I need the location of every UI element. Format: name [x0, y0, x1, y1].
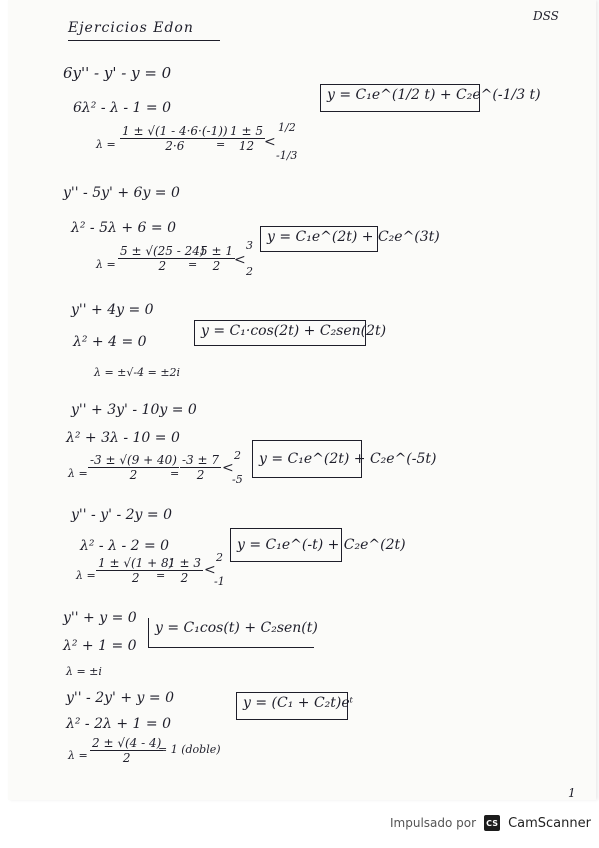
characteristic-5: λ² - λ - 2 = 0 — [80, 538, 170, 554]
camscanner-logo-icon: CS — [484, 815, 500, 831]
page-number: 1 — [568, 786, 576, 800]
root-numerator2-4: -3 ± 7 — [182, 453, 220, 467]
root-branch-5: < — [204, 562, 216, 578]
equation-1: 6y'' - y' - y = 0 — [63, 64, 172, 82]
root-numerator2-5: 1 ± 3 — [168, 556, 201, 570]
root-denominator2-4: 2 — [196, 468, 205, 482]
powered-by-label: Impulsado por — [390, 816, 477, 830]
root-fraction-simplified-4 — [180, 453, 221, 482]
characteristic-7: λ² - 2λ + 1 = 0 — [66, 716, 171, 732]
scanned-page — [8, 0, 596, 800]
page-title: Ejercicios Edon — [68, 20, 194, 36]
equation-6: y'' + y = 0 — [63, 610, 137, 626]
solution-box-1: y = C₁e^(1/2 t) + C₂e^(-1/3 t) — [320, 84, 480, 112]
roots-3: λ = ±√-4 = ±2i — [94, 366, 181, 379]
equation-7: y'' - 2y' + y = 0 — [66, 690, 174, 706]
root-prefix-7: λ = — [68, 749, 88, 762]
root-fraction-simplified-1 — [228, 124, 265, 153]
root-fraction-1 — [120, 124, 230, 153]
root-equals-1: = — [216, 138, 226, 151]
root-denominator-7: 2 — [122, 751, 131, 765]
root-numerator2-2: 5 ± 1 — [200, 244, 233, 258]
root-fraction-simplified-2 — [198, 244, 235, 273]
root-equals-2: = — [188, 258, 198, 271]
root-denominator-5: 2 — [131, 571, 140, 585]
corner-mark: DSS — [533, 9, 559, 23]
root-fraction-simplified-5 — [166, 556, 203, 585]
equation-5: y'' - y' - 2y = 0 — [71, 507, 172, 523]
root-a-4: 2 — [234, 449, 241, 462]
characteristic-3: λ² + 4 = 0 — [73, 334, 147, 350]
solution-box-7: y = (C₁ + C₂t)eᵗ — [236, 692, 348, 720]
solution-box-4: y = C₁e^(2t) + C₂e^(-5t) — [252, 440, 362, 478]
root-numerator-4: -3 ± √(9 + 40) — [90, 453, 177, 467]
characteristic-4: λ² + 3λ - 10 = 0 — [66, 430, 180, 446]
root-a-5: 2 — [216, 551, 223, 564]
root-prefix-4: λ = — [68, 467, 88, 480]
root-numerator2-1: 1 ± 5 — [230, 124, 263, 138]
root-denominator2-5: 2 — [180, 571, 189, 585]
root-numerator-1: 1 ± √(1 - 4·6·(-1)) — [122, 124, 228, 138]
root-b-5: -1 — [214, 575, 225, 588]
roots-6: λ = ±i — [66, 665, 102, 678]
root-branch-1: < — [264, 134, 276, 150]
root-equals-4: = — [170, 467, 180, 480]
root-denominator-1: 2·6 — [165, 139, 185, 153]
characteristic-1: 6λ² - λ - 1 = 0 — [73, 100, 171, 116]
solution-box-5: y = C₁e^(-t) + C₂e^(2t) — [230, 528, 342, 562]
root-equals-7: = 1 (doble) — [158, 743, 221, 756]
footer — [390, 815, 591, 831]
root-fraction-4 — [88, 453, 179, 482]
root-b-1: -1/3 — [276, 149, 298, 162]
root-denominator2-2: 2 — [212, 259, 221, 273]
root-branch-4: < — [222, 460, 234, 476]
root-a-1: 1/2 — [278, 121, 296, 134]
root-numerator-7: 2 ± √(4 - 4) — [92, 736, 162, 750]
solution-box-3: y = C₁·cos(2t) + C₂sen(2t) — [194, 320, 366, 346]
equation-3: y'' + 4y = 0 — [71, 302, 154, 318]
root-a-2: 3 — [246, 239, 253, 252]
root-fraction-7 — [90, 736, 163, 765]
solution-box-6: y = C₁cos(t) + C₂sen(t) — [148, 618, 314, 648]
root-prefix-2: λ = — [96, 258, 116, 271]
root-prefix-5: λ = — [76, 569, 96, 582]
root-equals-5: = — [156, 569, 166, 582]
title-underline — [68, 40, 220, 41]
root-numerator-2: 5 ± √(25 - 24) — [120, 244, 205, 258]
root-denominator2-1: 12 — [238, 139, 255, 153]
root-numerator-5: 1 ± √(1 + 8) — [98, 556, 174, 570]
solution-box-2: y = C₁e^(2t) + C₂e^(3t) — [260, 226, 378, 252]
root-b-2: 2 — [246, 265, 253, 278]
root-denominator-4: 2 — [129, 468, 138, 482]
root-branch-2: < — [234, 252, 246, 268]
root-b-4: -5 — [232, 473, 243, 486]
brand-name: CamScanner — [508, 815, 591, 831]
root-denominator-2: 2 — [158, 259, 167, 273]
characteristic-6: λ² + 1 = 0 — [63, 638, 137, 654]
equation-2: y'' - 5y' + 6y = 0 — [63, 185, 180, 201]
equation-4: y'' + 3y' - 10y = 0 — [71, 402, 197, 418]
characteristic-2: λ² - 5λ + 6 = 0 — [71, 220, 176, 236]
root-prefix-1: λ = — [96, 138, 116, 151]
